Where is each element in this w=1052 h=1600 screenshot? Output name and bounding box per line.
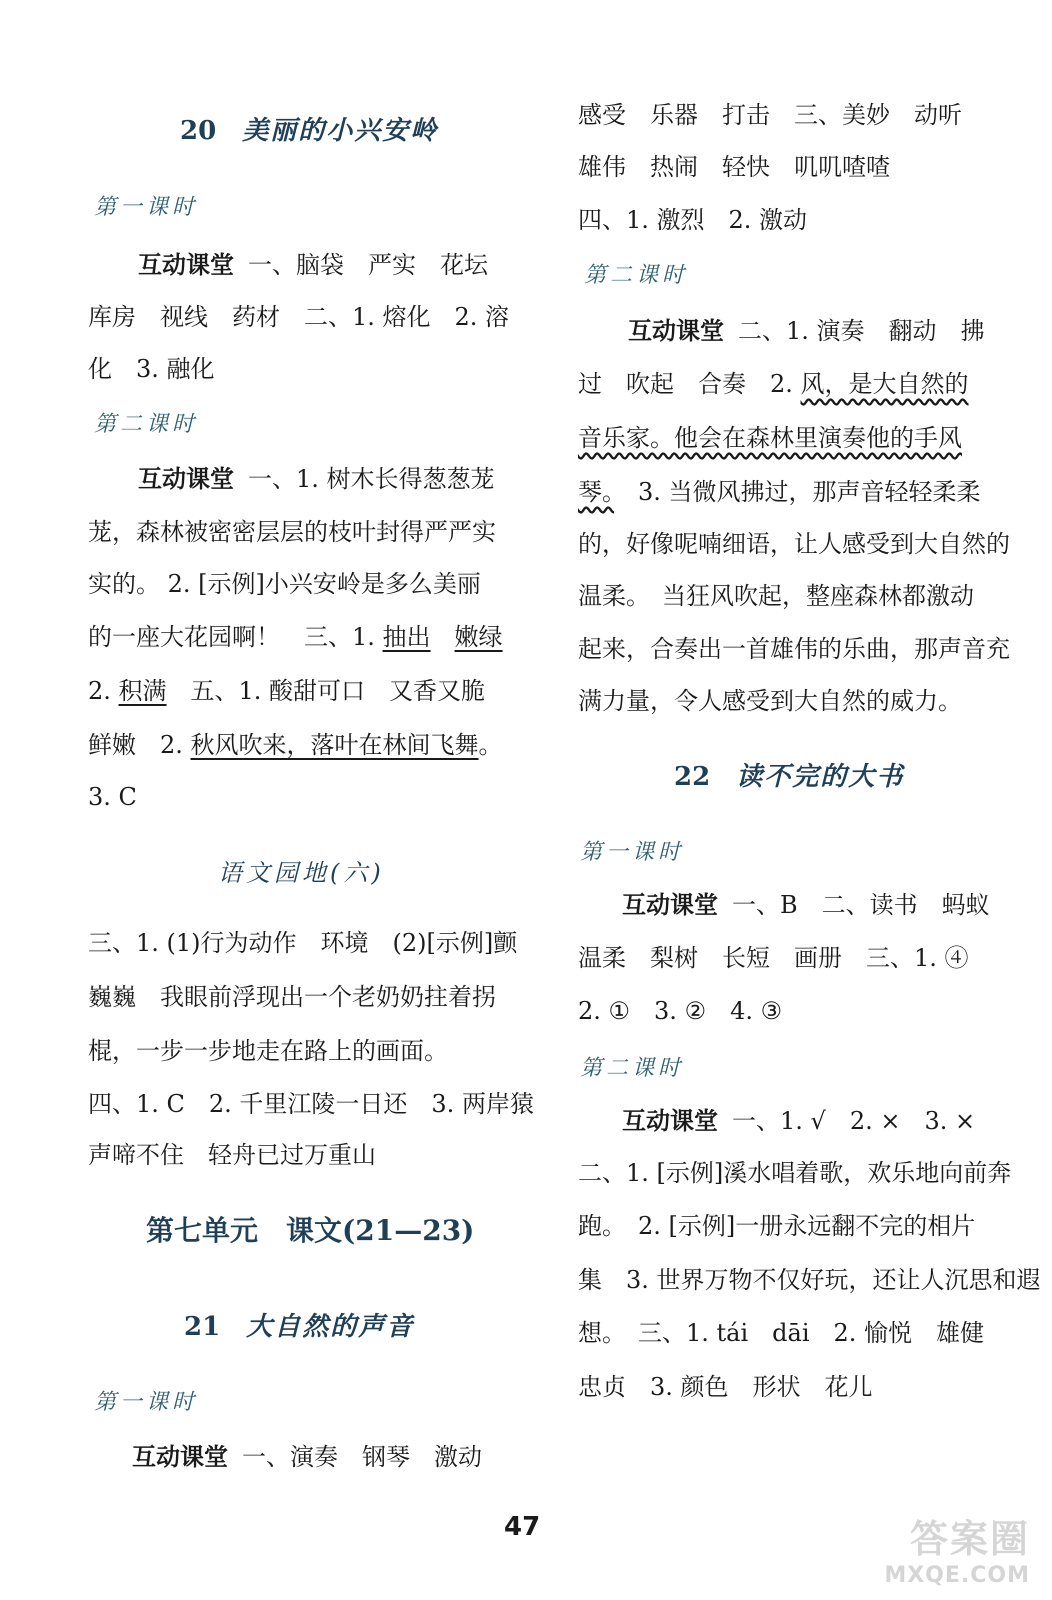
answer-text: 3. 当微风拂过，那声音轻轻柔柔: [614, 478, 981, 506]
watermark: [830, 1508, 1030, 1588]
answer-line: [88, 676, 485, 706]
section-keyword: 互动课堂: [628, 316, 724, 345]
section-keyword: 互动课堂: [138, 250, 234, 279]
section-keyword: 互动课堂: [138, 464, 234, 493]
watermark-url: MXQE.COM: [884, 1563, 1030, 1588]
answer-text: 过 吹起 合奏 2.: [578, 370, 801, 398]
answer-line: [88, 622, 503, 652]
lesson-20-title: [180, 116, 438, 146]
answer-text: 一、B 二、读书 蚂蚁: [732, 891, 990, 919]
answer-line: 2. ① 3. ② 4. ③: [578, 997, 783, 1025]
answer-line: 三、1. (1)行为动作 环境 (2)[示例]颤: [88, 929, 518, 957]
yuwen-yuandi-title: 语文园地(六): [218, 859, 385, 887]
answer-line: [622, 1106, 975, 1136]
section-keyword: 互动课堂: [622, 890, 718, 919]
answer-line: 感受 乐器 打击 三、美妙 动听: [578, 101, 962, 129]
answer-line: [138, 250, 488, 280]
answer-line: [88, 730, 503, 760]
answer-line: 雄伟 热闹 轻快 叽叽喳喳: [578, 153, 890, 181]
section-keyword: 互动课堂: [622, 1106, 718, 1135]
lesson-name: 大自然的声音: [246, 1312, 415, 1342]
answer-text: [431, 623, 455, 651]
underlined-answer: 嫩绿: [454, 623, 503, 651]
answer-line: [578, 477, 981, 507]
answer-text: 一、演奏 钢琴 激动: [242, 1443, 482, 1471]
lesson-22-part1-label: 第一课时: [580, 840, 685, 865]
lesson-number: 20: [180, 116, 217, 146]
answer-line: [628, 316, 985, 346]
answer-line: 实的。 2. [示例]小兴安岭是多么美丽: [88, 570, 481, 598]
lesson-number: 21: [184, 1312, 221, 1342]
answer-line: [138, 464, 495, 494]
answer-line: [622, 890, 990, 920]
lesson-name: 美丽的小兴安岭: [242, 116, 439, 146]
lesson-name: 读不完的大书: [736, 762, 905, 792]
answer-text: 一、脑袋 严实 花坛: [248, 251, 488, 279]
page-number: 47: [504, 1512, 541, 1542]
lesson-20-part1-label: 第一课时: [94, 195, 199, 220]
answer-line: 忠贞 3. 颜色 形状 花儿: [578, 1373, 873, 1401]
answer-text: 的一座大花园啊！ 三、1.: [88, 623, 383, 651]
answer-line: [578, 369, 969, 399]
wavy-underlined-answer: 琴。: [578, 478, 614, 506]
answer-line: 四、1. C 2. 千里江陵一日还 3. 两岸猿: [88, 1090, 534, 1118]
answer-line: [578, 423, 962, 453]
underlined-answer: 秋风吹来，落叶在林间飞舞: [190, 731, 479, 759]
wavy-underlined-answer: 风，是大自然的: [800, 370, 969, 398]
answer-line: 化 3. 融化: [88, 355, 215, 383]
answer-line: 棍，一步一步地走在路上的画面。: [88, 1037, 448, 1065]
answer-line: 3. C: [88, 783, 137, 811]
answer-line: 温柔 梨树 长短 画册 三、1. ④: [578, 944, 969, 972]
lesson-21-part1-label: 第一课时: [94, 1390, 199, 1415]
answer-text: 鲜嫩 2.: [88, 731, 191, 759]
answer-line: 巍巍 我眼前浮现出一个老奶奶拄着拐: [88, 983, 496, 1011]
answer-text: 一、1. 树木长得葱葱茏: [248, 465, 495, 493]
wavy-underlined-answer: 音乐家。他会在森林里演奏他的手风: [578, 424, 962, 452]
lesson-20-part2-label: 第二课时: [94, 412, 199, 437]
lesson-22-part2-label: 第二课时: [580, 1056, 685, 1081]
lesson-number: 22: [674, 762, 711, 792]
answer-line: 起来，合奏出一首雄伟的乐曲，那声音充: [578, 635, 1010, 663]
answer-line: 茏，森林被密密层层的枝叶封得严严实: [88, 518, 496, 546]
answer-line: 四、1. 激烈 2. 激动: [578, 206, 808, 234]
answer-text: 一、1. √ 2. × 3. ×: [732, 1107, 976, 1135]
answer-line: [132, 1442, 482, 1472]
answer-line: 温柔。 当狂风吹起，整座森林都激动: [578, 582, 974, 610]
answer-line: 的，好像呢喃细语，让人感受到大自然的: [578, 530, 1010, 558]
answer-line: 库房 视线 药材 二、1. 熔化 2. 溶: [88, 303, 510, 331]
answer-line: 二、1. [示例]溪水唱着歌，欢乐地向前奔: [578, 1159, 1012, 1187]
section-keyword: 互动课堂: [132, 1442, 228, 1471]
underlined-answer: 积满: [118, 677, 167, 705]
lesson-21-part2-label: 第二课时: [584, 263, 689, 288]
answer-text: 二、1. 演奏 翻动 拂: [738, 317, 985, 345]
underlined-answer: 抽出: [382, 623, 431, 651]
answer-line: 声啼不住 轻舟已过万重山: [88, 1141, 376, 1169]
lesson-21-title: [184, 1312, 414, 1342]
lesson-22-title: [674, 762, 904, 792]
watermark-text: 答案圈: [909, 1517, 1030, 1561]
answer-text: 2.: [88, 677, 119, 705]
answer-text: 。: [478, 731, 503, 759]
unit-7-title: 第七单元 课文(21—23): [146, 1214, 475, 1247]
answer-line: 满力量，令人感受到大自然的威力。: [578, 687, 962, 715]
answer-line: 想。 三、1. tái dāi 2. 愉悦 雄健: [578, 1319, 985, 1347]
answer-line: 集 3. 世界万物不仅好玩，还让人沉思和遐: [578, 1266, 1041, 1294]
answer-text: 五、1. 酸甜可口 又香又脆: [166, 677, 486, 705]
answer-line: 跑。 2. [示例]一册永远翻不完的相片: [578, 1212, 976, 1240]
